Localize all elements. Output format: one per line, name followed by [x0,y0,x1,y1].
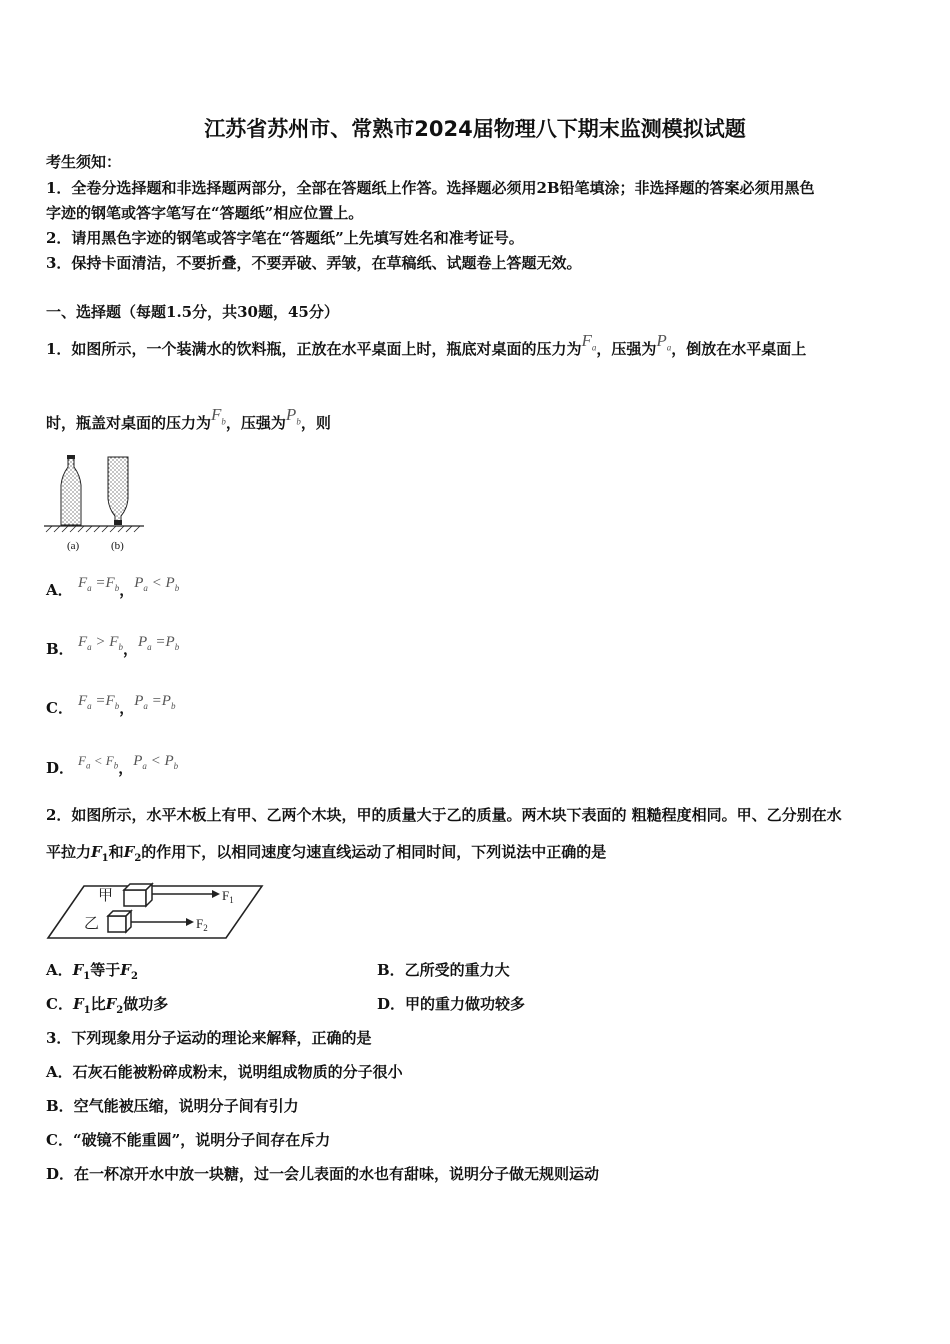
q2-line-2: 平拉力$F_1$和$F_2$的作用下，以相同速度匀速直线运动了相同时间，下列说法中正确的是 [46,843,607,864]
q3-stem: 3．下列现象用分子运动的理论来解释，正确的是 [46,1029,372,1047]
q3-option-d[interactable]: D．在一杯凉开水中放一块糖，过一会儿表面的水也有甜味，说明分子做无规则运动 [46,1165,600,1183]
page-title: 江苏省苏州市、常熟市2024届物理八下期末监测模拟试题 [204,117,746,141]
q1-text: ，压强为 [596,340,657,358]
block-yi [108,911,131,932]
q1-text: ，则 [300,414,331,432]
fig-caption-a: (a) [67,540,80,552]
label-f2: $F_2$ [196,916,208,933]
formula-Fa: $F_a$ [581,331,597,353]
notice-item: 字迹的钢笔或答字笔写在“答题纸”相应位置上。 [46,204,364,222]
q1-line-2 [46,405,331,439]
bottle-a [61,455,81,525]
q2-option-c[interactable]: C．$F_1$比$F_2$做功多 [46,995,169,1016]
label-jia: 甲 [98,886,114,904]
notice-heading: 考生须知： [46,153,122,171]
q2-option-d[interactable]: D．甲的重力做功较多 [377,995,526,1013]
formula-Pb: $P_b$ [285,405,301,427]
q1-option-c[interactable]: C． $F_a =F_b$，$P_a =P_b$ [46,693,176,717]
fig-caption-b: (b) [111,540,124,552]
formula-Pa: $P_a$ [656,331,672,353]
label-f1: $F_1$ [222,888,234,905]
q2-line-1: 2．如图所示，水平木板上有甲、乙两个木块，甲的质量大于乙的质量。两木块下表面的 粗糙程度相同。甲、乙分别在水 [46,806,842,824]
q2-option-a[interactable]: A．$F_1$等于$F_2$ [46,961,138,982]
notice-item: 3．保持卡面清洁，不要折叠，不要弄破、弄皱，在草稿纸、试题卷上答题无效。 [46,254,582,272]
q3-option-a[interactable]: A．石灰石能被粉碎成粉末，说明组成物质的分子很小 [46,1063,403,1081]
q1-option-a[interactable]: A． $F_a =F_b$，$P_a < P_b$ [46,575,180,599]
formula-Fb: $F_b$ [211,405,226,427]
notice-item: 2．请用黑色字迹的钢笔或答字笔在“答题纸”上先填写姓名和准考证号。 [46,229,524,247]
q1-text: 时，瓶盖对桌面的压力为 [46,414,212,432]
q1-text: 1．如图所示，一个装满水的饮料瓶，正放在水平桌面上时，瓶底对桌面的压力为 [46,340,582,358]
q1-text: ，压强为 [225,414,286,432]
q2-option-b[interactable]: B．乙所受的重力大 [377,961,510,979]
label-yi: 乙 [84,914,100,932]
q1-line-1 [46,331,807,365]
board-figure [46,876,266,946]
block-jia [124,884,152,906]
bottle-figure [44,455,150,555]
bottle-b [108,457,128,525]
q3-option-b[interactable]: B．空气能被压缩，说明分子间有引力 [46,1097,299,1115]
q3-option-c[interactable]: C．“破镜不能重圆”，说明分子间存在斥力 [46,1131,331,1149]
notice-item: 1．全卷分选择题和非选择题两部分，全部在答题纸上作答。选择题必须用2B铅笔填涂；非选择题的答案必须用黑色 [46,179,815,197]
q1-option-b[interactable]: B． $F_a > F_b$，$P_a =P_b$ [46,634,180,658]
section-heading: 一、选择题（每题1.5分，共30题，45分） [46,303,339,321]
q1-option-d[interactable]: D． $F_a < F_b$，$P_a < P_b$ [46,753,179,777]
q1-text: ，倒放在水平桌面上 [671,340,807,358]
